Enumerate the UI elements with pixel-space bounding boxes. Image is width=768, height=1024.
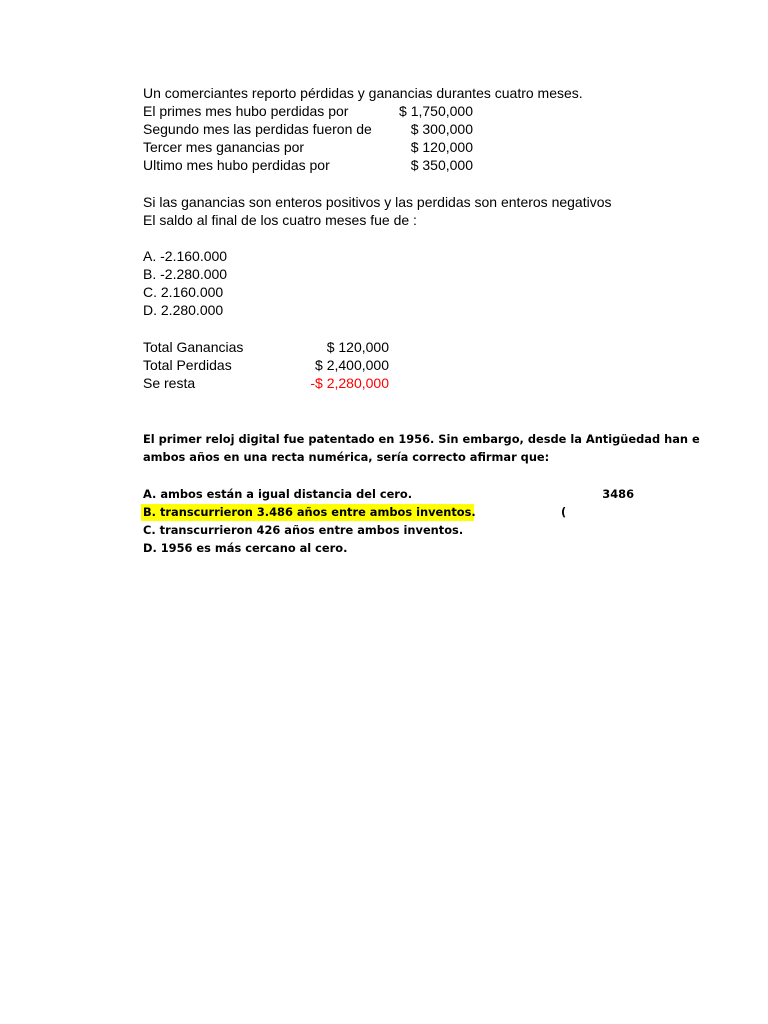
month-3-amount: $ 120,000 bbox=[410, 139, 473, 155]
problem2-option-b: B. transcurrieron 3.486 años entre ambos inventos. bbox=[143, 505, 476, 519]
side-paren: ( bbox=[561, 505, 567, 519]
problem1-option-c: C. 2.160.000 bbox=[143, 284, 224, 300]
se-resta-amount: -$ 2,280,000 bbox=[310, 375, 389, 391]
problem2-option-a: A. ambos están a igual distancia del cero. bbox=[143, 487, 413, 501]
problem1-option-b: B. -2.280.000 bbox=[143, 266, 228, 282]
month-2-label: Segundo mes las perdidas fueron de bbox=[143, 121, 372, 137]
problem1-option-a: A. -2.160.000 bbox=[143, 248, 228, 264]
side-value: 3486 bbox=[602, 487, 634, 501]
month-2-amount: $ 300,000 bbox=[410, 121, 473, 137]
se-resta-label: Se resta bbox=[143, 375, 196, 391]
total-perdidas-label: Total Perdidas bbox=[143, 357, 232, 373]
problem1-question-line2: El saldo al final de los cuatro meses fue de : bbox=[143, 212, 417, 228]
month-1-label: El primes mes hubo perdidas por bbox=[143, 103, 349, 119]
month-4-amount: $ 350,000 bbox=[410, 157, 473, 173]
problem1-intro: Un comerciantes reporto pérdidas y ganancias durantes cuatro meses. bbox=[143, 85, 583, 101]
month-1-amount: $ 1,750,000 bbox=[399, 103, 473, 119]
problem1-option-d: D. 2.280.000 bbox=[143, 302, 224, 318]
problem2-question-line2: ambos años en una recta numérica, sería correcto afirmar que: bbox=[143, 450, 550, 464]
total-ganancias-amount: $ 120,000 bbox=[326, 339, 389, 355]
month-4-label: Ultimo mes hubo perdidas por bbox=[143, 157, 330, 173]
problem2-option-c: C. transcurrieron 426 años entre ambos inventos. bbox=[143, 523, 464, 537]
problem2-question-line1: El primer reloj digital fue patentado en 1956. Sin embargo, desde la Antigüedad han e bbox=[143, 432, 700, 446]
total-ganancias-label: Total Ganancias bbox=[143, 339, 244, 355]
problem2-option-d: D. 1956 es más cercano al cero. bbox=[143, 541, 348, 555]
total-perdidas-amount: $ 2,400,000 bbox=[315, 357, 389, 373]
month-3-label: Tercer mes ganancias por bbox=[143, 139, 305, 155]
problem1-question-line1: Si las ganancias son enteros positivos y las perdidas son enteros negativos bbox=[143, 194, 612, 210]
